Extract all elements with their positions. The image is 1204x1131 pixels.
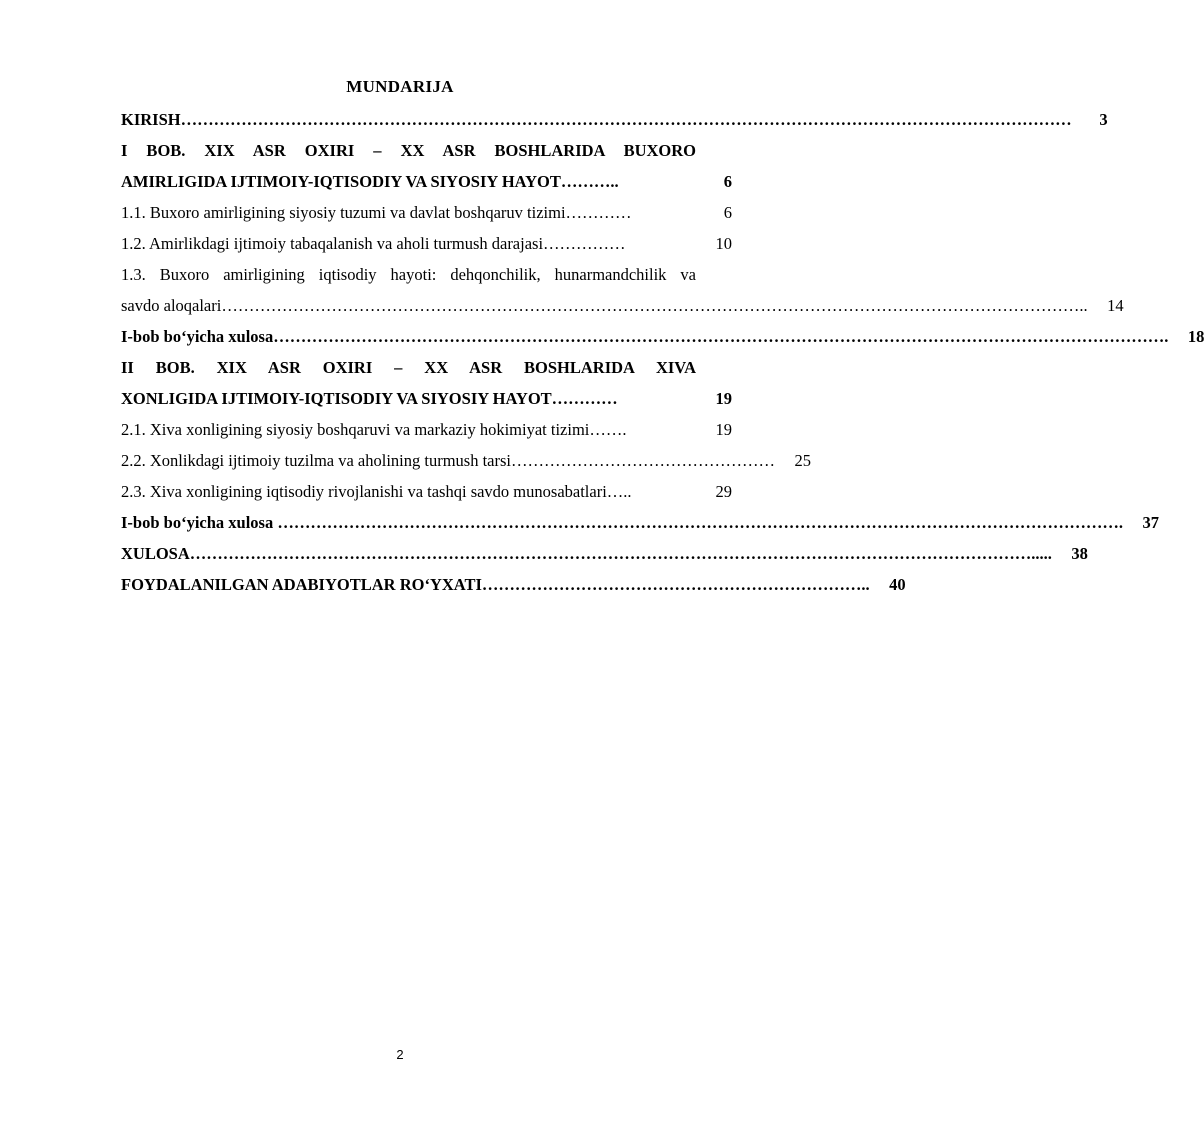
toc-entry-page: 25 (794, 451, 811, 470)
page-number: 2 (396, 1047, 404, 1062)
toc-entry-1-3-line1[interactable] (121, 259, 732, 290)
toc-entry-page: 10 (715, 234, 732, 253)
toc-entry-text: XONLIGIDA IJTIMOIY-IQTISODIY VA SIYOSIY HAYOT………… (121, 389, 618, 408)
toc-entry-page: 6 (723, 203, 732, 222)
toc-entry-text: KIRISH……………………………………………………………………………………………………………………………………………… (121, 110, 1072, 129)
toc-entry-page: 19 (715, 420, 732, 439)
toc-entry-page: 40 (889, 575, 906, 594)
toc-entry-text: 1.3. Buxoro amirligining iqtisodiy hayoti: dehqonchilik, hunarmandchilik va (121, 265, 696, 284)
toc-title: MUNDARIJA (346, 77, 454, 96)
toc-entry-page: 3 (1099, 110, 1108, 129)
toc-entry-2-3[interactable] (121, 476, 732, 507)
toc-entry-chapter1-line1[interactable] (121, 135, 732, 166)
toc-entry-page: 19 (715, 389, 732, 408)
toc-entry-page: 38 (1071, 544, 1088, 563)
toc-entry-page: 6 (723, 172, 732, 191)
toc-entry-page: 37 (1142, 513, 1159, 532)
toc-entry-text: 2.1. Xiva xonligining siyosiy boshqaruvi va markaziy hokimiyat tizimi……. (121, 420, 627, 439)
toc-entry-text: FOYDALANILGAN ADABIYOTLAR RO‘YXATI…………………………………………………………….. (121, 575, 870, 594)
toc-entry-text: I BOB. XIX ASR OXIRI – XX ASR BOSHLARIDA BUXORO (121, 141, 696, 160)
toc-entry-text: II BOB. XIX ASR OXIRI – XX ASR BOSHLARIDA XIVA (121, 358, 696, 377)
toc-entry-text: AMIRLIGIDA IJTIMOIY-IQTISODIY VA SIYOSIY HAYOT……….. (121, 172, 619, 191)
toc-entry-text: I-bob bo‘yicha xulosa ………………………………………………………………………………………………………………………………………. (121, 513, 1123, 532)
toc-entry-text: I-bob bo‘yicha xulosa………………………………………………………………………………………………………………………………………………. (121, 327, 1169, 346)
toc-entry-text: savdo aloqalari………………………………………………………………………………………………………………………………………….. (121, 296, 1088, 315)
toc-entry-chapter1-line2[interactable] (121, 166, 732, 197)
toc-entry-xulosa[interactable] (121, 538, 1088, 569)
toc-entry-references[interactable] (121, 569, 906, 600)
toc-entry-chapter2-line1[interactable] (121, 352, 732, 383)
toc-entry-text: 2.3. Xiva xonligining iqtisodiy rivojlanishi va tashqi savdo munosabatlari….. (121, 482, 632, 501)
toc-entry-2-1[interactable] (121, 414, 732, 445)
toc-entry-text: 1.1. Buxoro amirligining siyosiy tuzumi va davlat boshqaruv tizimi………… (121, 203, 632, 222)
toc-entry-page: 18 (1187, 327, 1204, 346)
toc-entry-1-2[interactable] (121, 228, 732, 259)
toc-entry-text: XULOSA………………………………………………………………………………………………………………………………………..... (121, 544, 1052, 563)
toc-entry-page: 29 (715, 482, 732, 501)
toc-entry-1-1[interactable] (121, 197, 732, 228)
toc-entry-chapter2-line2[interactable] (121, 383, 732, 414)
toc-entry-1-3-line2[interactable] (121, 290, 1124, 321)
toc-entry-chapter1-conclusion[interactable] (121, 321, 1204, 352)
toc-entry-chapter2-conclusion[interactable] (121, 507, 1159, 538)
toc-entry-kirish[interactable] (121, 104, 1108, 135)
toc-entry-2-2[interactable] (121, 445, 811, 476)
table-of-contents (121, 104, 1204, 600)
toc-entry-page: 14 (1107, 296, 1124, 315)
toc-entry-text: 2.2. Xonlikdagi ijtimoiy tuzilma va aholining turmush tarsi………………………………………… (121, 451, 775, 470)
toc-entry-text: 1.2. Amirlikdagi ijtimoiy tabaqalanish va aholi turmush darajasi…………… (121, 234, 626, 253)
